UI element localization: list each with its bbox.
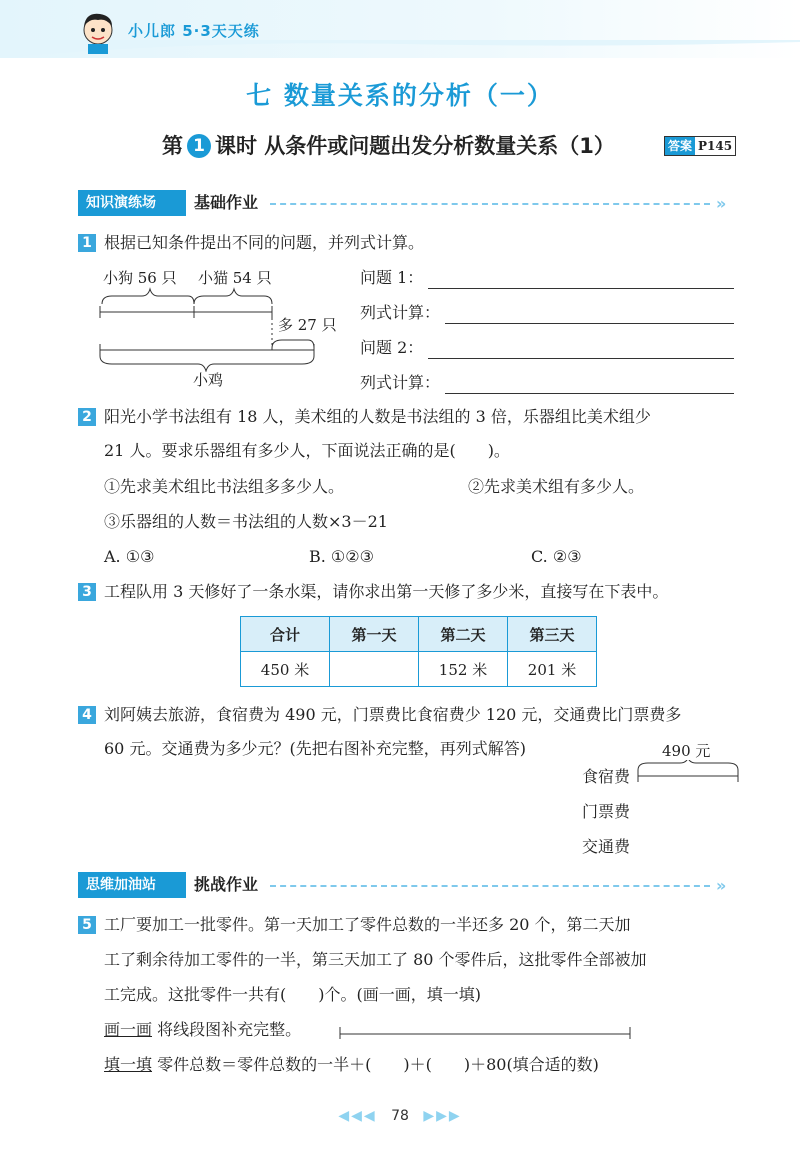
chevron-right-icon: »	[716, 194, 727, 213]
food-label: 食宿费	[582, 767, 631, 786]
section-divider	[270, 885, 710, 887]
question-text: 刘阿姨去旅游，食宿费为 490 元，门票费比食宿费少 120 元，交通费比门票费多	[104, 705, 682, 724]
table-header: 第一天	[330, 617, 419, 652]
question-number: 1	[78, 234, 96, 252]
ticket-label: 门票费	[582, 802, 631, 821]
question-5-line2: 工了剩余待加工零件的一半，第三天加工了 80 个零件后，这批零件全部被加	[104, 950, 647, 969]
section-tag: 思维加油站	[78, 872, 186, 898]
question-1-label: 问题 1：	[360, 268, 424, 287]
cat-label: 小猫 54 只	[198, 269, 272, 287]
table-cell: 450 米	[241, 652, 330, 687]
header-curve	[0, 40, 800, 70]
choice-a[interactable]: A. ①③	[104, 547, 155, 566]
section-basic	[78, 190, 278, 216]
arrows-right-icon: ▶▶▶	[423, 1108, 462, 1124]
segment-diagram-4	[636, 760, 740, 786]
question-2	[78, 406, 651, 428]
question-text: 工程队用 3 天修好了一条水渠，请你求出第一天修了多少米，直接写在下表中。	[104, 582, 669, 601]
section-tag: 知识演练场	[78, 190, 186, 216]
segment-diagram-5[interactable]	[338, 1022, 634, 1040]
question-number: 5	[78, 916, 96, 934]
section-divider	[270, 203, 710, 205]
question-3	[78, 581, 668, 603]
answer-label: 答案	[665, 137, 695, 155]
answer-line[interactable]	[445, 393, 734, 394]
question-1	[78, 232, 424, 254]
answer-line[interactable]	[428, 288, 734, 289]
brand-title: 小儿郎 5·3天天练	[128, 22, 260, 40]
fill-label: 填一填	[104, 1055, 153, 1074]
option-3: ③乐器组的人数＝书法组的人数×3－21	[104, 512, 388, 531]
page-number: 78	[391, 1108, 409, 1124]
chevron-right-icon: »	[716, 876, 727, 895]
answer-line[interactable]	[428, 358, 734, 359]
calc-1-label: 列式计算：	[360, 303, 441, 322]
question-number: 2	[78, 408, 96, 426]
more-label: 多 27 只	[278, 316, 337, 334]
section-subtitle: 基础作业	[194, 193, 259, 212]
chick-label: 小鸡	[193, 371, 224, 389]
calc-2-label: 列式计算：	[360, 373, 441, 392]
lesson-number: 1	[187, 134, 211, 158]
section-subtitle: 挑战作业	[194, 875, 259, 894]
boy-mascot-icon	[78, 10, 118, 54]
answer-line[interactable]	[445, 323, 734, 324]
question-2-label: 问题 2：	[360, 338, 424, 357]
table-cell-blank[interactable]	[330, 652, 419, 687]
choice-b[interactable]: B. ①②③	[309, 547, 374, 566]
dog-label: 小狗 56 只	[103, 269, 177, 287]
table-header: 第二天	[419, 617, 508, 652]
amount-label: 490 元	[662, 742, 711, 760]
traffic-label: 交通费	[582, 837, 631, 856]
question-4-line2: 60 元。交通费为多少元？(先把右图补充完整，再列式解答)	[104, 739, 526, 758]
choice-c[interactable]: C. ②③	[531, 547, 582, 566]
table-header: 第三天	[508, 617, 597, 652]
fill-text: 零件总数＝零件总数的一半＋( )＋( )＋80(填合适的数)	[157, 1055, 599, 1074]
question-number: 4	[78, 706, 96, 724]
option-2: ②先求美术组有多少人。	[468, 477, 645, 496]
draw-text: 将线段图补充完整。	[157, 1020, 302, 1039]
table-cell: 152 米	[419, 652, 508, 687]
question-number: 3	[78, 583, 96, 601]
lesson-title	[162, 130, 615, 160]
lesson-name: 课时 从条件或问题出发分析数量关系（1）	[215, 134, 615, 158]
section-challenge	[78, 872, 278, 898]
question-5	[78, 914, 631, 936]
question-4	[78, 704, 681, 726]
question-text: 工厂要加工一批零件。第一天加工了零件总数的一半还多 20 个，第二天加	[104, 915, 631, 934]
fill-instruction	[104, 1054, 599, 1076]
lesson-prefix: 第	[162, 134, 183, 158]
table-cell: 201 米	[508, 652, 597, 687]
question-5-line3: 工完成。这批零件一共有( )个。(画一画，填一填)	[104, 985, 481, 1004]
arrows-left-icon: ◀◀◀	[338, 1108, 377, 1124]
option-1: ①先求美术组比书法组多多少人。	[104, 477, 345, 496]
answer-badge	[664, 136, 736, 156]
draw-instruction	[104, 1019, 301, 1041]
draw-label: 画一画	[104, 1020, 153, 1039]
question-text: 根据已知条件提出不同的问题，并列式计算。	[104, 233, 425, 252]
work-table	[240, 616, 597, 687]
question-text: 阳光小学书法组有 18 人，美术组的人数是书法组的 3 倍，乐器组比美术组少	[104, 407, 651, 426]
answer-page: P145	[698, 139, 733, 153]
table-header: 合计	[241, 617, 330, 652]
page-footer	[0, 1108, 800, 1124]
question-2-line2: 21 人。要求乐器组有多少人，下面说法正确的是( )。	[104, 441, 510, 460]
unit-title: 七 数量关系的分析（一）	[246, 81, 554, 110]
